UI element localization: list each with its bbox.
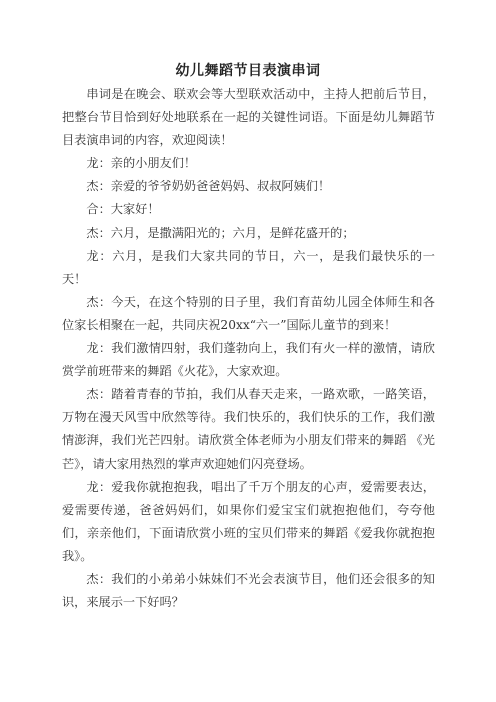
paragraph: 龙：爱我你就抱抱我，唱出了千万个朋友的心声，爱需要表达，爱需要传递，爸爸妈妈们，如果你们爱宝宝们就抱抱他们，夸夸他们，亲亲他们，下面请欣赏小班的宝贝们带来的舞蹈《爱我你就抱抱我》。 xyxy=(62,479,435,563)
paragraph: 龙：我们激情四射，我们蓬勃向上，我们有火一样的激情，请欣赏学前班带来的舞蹈《火花》，大家欢迎。 xyxy=(62,341,435,379)
paragraph: 杰：六月，是撒满阳光的；六月，是鲜花盛开的； xyxy=(86,225,355,240)
paragraph: 杰：今天，在这个特别的日子里，我们育苗幼儿园全体师生和各位家长相聚在一起，共同庆祝20xx“六一”国际儿童节的到来！ xyxy=(62,294,435,332)
paragraph: 龙：六月，是我们大家共同的节日，六一，是我们最快乐的一天！ xyxy=(62,248,435,286)
paragraph: 龙：亲的小朋友们！ xyxy=(86,156,197,171)
paragraph: 杰：我们的小弟弟小妹妹们不光会表演节目，他们还会很多的知识，来展示一下好吗？ xyxy=(62,571,435,610)
paragraph: 杰：亲爱的爷爷奶奶爸爸妈妈、叔叔阿姨们！ xyxy=(86,179,331,194)
document-title: 幼儿舞蹈节目表演串词 xyxy=(175,63,321,79)
paragraph: 串词是在晚会、联欢会等大型联欢活动中，主持人把前后节目，把整台节目恰到好处地联系在一起的关键性词语。下面是幼儿舞蹈节目表演串词的内容，欢迎阅读！ xyxy=(62,87,435,148)
document-body xyxy=(62,83,435,614)
paragraph: 杰：踏着青春的节拍，我们从春天走来，一路欢歌，一路笑语，万物在漫天风雪中欣然等待。我们快乐的，我们快乐的工作，我们激情澎湃，我们光芒四射。请欣赏全体老师为小朋友们带来的舞蹈 《光芒》，请大家用热烈的掌声欢迎她们闪亮登场。 xyxy=(62,387,435,471)
paragraph: 合：大家好！ xyxy=(86,202,160,217)
